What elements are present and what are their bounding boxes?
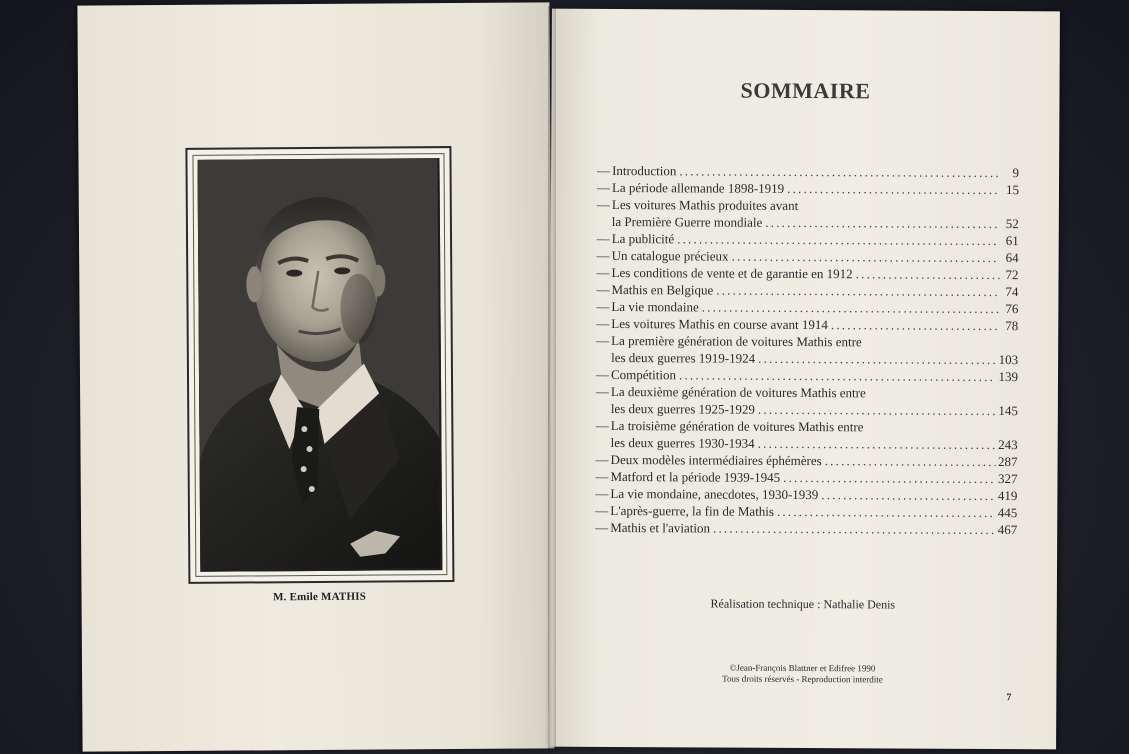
toc-page-number: 76 <box>1005 301 1019 317</box>
toc-title: La première génération de voitures Mathis entre <box>611 332 862 350</box>
toc-page-number: 52 <box>1005 216 1019 232</box>
toc-line <box>596 298 1018 317</box>
toc-title: La vie mondaine <box>611 298 699 315</box>
portrait-caption: M. Emile MATHIS <box>273 590 367 604</box>
toc-dash: — <box>596 247 610 263</box>
toc-title: La publicité <box>611 230 675 247</box>
toc-line <box>596 281 1018 300</box>
toc-entry <box>596 281 1018 300</box>
toc-leader-dots <box>716 282 999 300</box>
toc-entry <box>595 519 1017 538</box>
page-number: 7 <box>1006 692 1012 704</box>
toc-leader-dots <box>821 486 995 504</box>
toc-line <box>597 196 1019 215</box>
toc-leader-dots <box>831 316 999 334</box>
toc-dash: — <box>595 502 609 518</box>
portrait-frame <box>185 146 454 584</box>
toc-leader-dots <box>787 180 1000 198</box>
toc-line <box>595 519 1017 538</box>
toc-page-number: 61 <box>1005 233 1019 249</box>
toc-title: Deux modèles intermédiaires éphémères <box>610 451 822 469</box>
toc-line <box>597 179 1019 198</box>
portrait-tie-dot <box>301 466 307 472</box>
toc-page-number: 145 <box>998 403 1018 419</box>
toc-page-number: 15 <box>1005 182 1020 198</box>
toc-line <box>596 332 1018 351</box>
toc-dash: — <box>597 162 611 178</box>
toc-page-number: 78 <box>1005 318 1019 334</box>
left-page <box>77 2 554 751</box>
toc-leader-dots <box>677 230 1000 249</box>
page-title: SOMMAIRE <box>740 77 871 104</box>
toc-line <box>597 247 1019 266</box>
toc-line <box>597 213 1019 232</box>
toc-entry <box>597 162 1019 181</box>
toc-page-number: 64 <box>1005 250 1019 266</box>
toc-page-number: 445 <box>997 505 1018 521</box>
toc-line <box>596 349 1018 368</box>
toc-title: Mathis en Belgique <box>611 281 714 298</box>
toc-entry <box>596 315 1018 334</box>
portrait-drawing <box>197 158 440 570</box>
toc-line <box>595 502 1017 521</box>
toc-line <box>597 230 1019 249</box>
toc-page-number: 327 <box>997 471 1018 487</box>
toc-page-number: 287 <box>998 454 1018 470</box>
toc-leader-dots <box>783 469 995 487</box>
toc-dash: — <box>596 230 610 246</box>
toc-dash: — <box>596 179 611 195</box>
toc-leader-dots <box>856 265 1000 283</box>
toc-line <box>595 485 1017 504</box>
right-page <box>548 9 1060 750</box>
toc-entry <box>595 468 1017 487</box>
credit-line: Réalisation technique : Nathalie Denis <box>710 596 896 612</box>
portrait-tie-dot <box>301 426 307 432</box>
toc-title: Un catalogue précieux <box>611 247 729 264</box>
toc-entry <box>595 485 1017 504</box>
toc-line <box>596 434 1018 453</box>
toc-leader-dots <box>765 214 1000 232</box>
toc-title: Les conditions de vente et de garantie en 1912 <box>611 264 853 282</box>
toc-line <box>596 315 1018 334</box>
toc-leader-dots <box>702 298 1000 317</box>
toc-entry <box>596 366 1018 385</box>
toc-leader-dots <box>679 162 1000 181</box>
toc-page-number: 419 <box>997 488 1018 504</box>
toc-line <box>597 264 1019 283</box>
toc-entry <box>597 247 1019 266</box>
toc-leader-dots <box>679 366 996 385</box>
toc-line <box>597 162 1019 181</box>
toc-dash: — <box>595 383 609 399</box>
toc-title: les deux guerres 1919-1924 <box>611 349 756 366</box>
toc-dash: — <box>595 485 609 501</box>
toc-dash: — <box>595 451 609 467</box>
toc-title: La vie mondaine, anecdotes, 1930-1939 <box>610 485 819 503</box>
toc-title: la Première Guerre mondiale <box>611 213 763 230</box>
toc-entry <box>596 451 1018 470</box>
toc-line <box>595 468 1017 487</box>
toc-entry <box>597 264 1019 283</box>
toc-entry <box>596 383 1018 419</box>
toc-title: La troisième génération de voitures Mathis entre <box>610 417 864 435</box>
toc-dash: — <box>596 332 610 348</box>
rights-line: Tous droits réservés - Reproduction interdite <box>722 673 883 685</box>
toc-entry <box>596 332 1018 368</box>
toc-page-number: 74 <box>1005 284 1019 300</box>
toc-page-number: 467 <box>997 522 1018 538</box>
toc-line <box>596 366 1018 385</box>
toc-page-number: 72 <box>1005 267 1019 283</box>
toc-page-number: 243 <box>998 437 1018 453</box>
toc-dash: — <box>595 366 610 382</box>
toc-leader-dots <box>777 503 995 521</box>
toc-title: Introduction <box>612 162 677 179</box>
toc-line <box>596 451 1018 470</box>
toc-dash: — <box>595 417 609 433</box>
portrait-tie-dot <box>309 486 315 492</box>
toc-title: La période allemande 1898-1919 <box>611 179 785 196</box>
copyright-block <box>548 662 1056 687</box>
toc-entry <box>597 179 1019 198</box>
toc-dash: — <box>595 519 609 535</box>
toc-dash: — <box>596 264 610 280</box>
toc-leader-dots <box>758 350 996 368</box>
toc-page-number: 103 <box>998 352 1019 368</box>
portrait-photo <box>197 158 442 572</box>
toc-dash: — <box>596 298 610 314</box>
toc-title: Mathis et l'aviation <box>610 519 711 536</box>
toc-dash: — <box>595 468 609 484</box>
toc-leader-dots <box>758 435 996 453</box>
toc-dash: — <box>596 196 610 212</box>
toc-dash: — <box>596 315 610 331</box>
toc-page-number: 9 <box>1012 165 1020 181</box>
table-of-contents <box>595 162 1019 538</box>
toc-line <box>596 383 1018 402</box>
book-gutter <box>548 6 556 750</box>
toc-entry <box>595 502 1017 521</box>
copyright-line: ©Jean-François Blattner et Edifree 1990 <box>729 662 876 674</box>
toc-title: les deux guerres 1930-1934 <box>610 434 755 451</box>
toc-title: L'après-guerre, la fin de Mathis <box>610 502 775 519</box>
toc-entry <box>596 298 1018 317</box>
toc-line <box>596 417 1018 436</box>
toc-leader-dots <box>758 401 996 419</box>
toc-entry <box>596 417 1018 453</box>
portrait-tie-dot <box>306 446 312 452</box>
toc-entry <box>597 196 1019 232</box>
toc-leader-dots <box>825 452 995 470</box>
toc-title: Compétition <box>610 366 677 383</box>
toc-line <box>596 400 1018 419</box>
toc-entry <box>597 230 1019 249</box>
toc-title: les deux guerres 1925-1929 <box>610 400 755 417</box>
toc-title: La deuxième génération de voitures Mathis entre <box>610 383 866 401</box>
toc-leader-dots <box>713 520 995 538</box>
toc-title: Les voitures Mathis en course avant 1914 <box>611 315 828 333</box>
toc-leader-dots <box>732 248 1000 266</box>
toc-dash: — <box>596 281 610 297</box>
toc-page-number: 139 <box>998 369 1019 385</box>
toc-title: Matford et la période 1939-1945 <box>610 468 781 485</box>
toc-title: Les voitures Mathis produites avant <box>611 196 799 213</box>
